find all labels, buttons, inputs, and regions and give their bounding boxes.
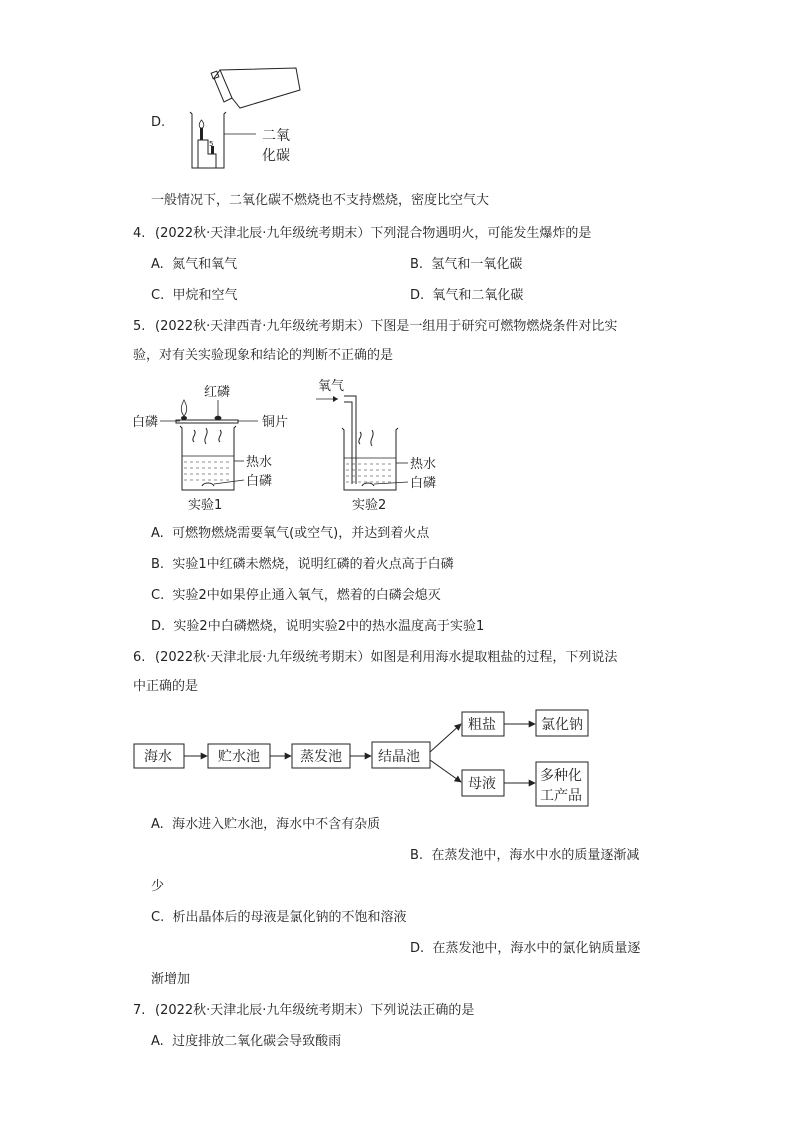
q6-option-b-wrap: 少 (151, 879, 165, 894)
q6-number: 6. (133, 650, 146, 665)
exp2-oxygen-label: 氧气 (318, 379, 345, 394)
flow-chem-products-line2: 工产品 (540, 788, 582, 804)
exp2-white-p-bottom-label: 白磷 (410, 476, 437, 491)
q4-number: 4. (133, 226, 146, 241)
q6-stem-line2: 中正确的是 (133, 679, 199, 694)
exp1-red-p-label: 红磷 (204, 385, 231, 400)
co2-label-line2: 化碳 (262, 148, 290, 164)
flow-evaporation-pool: 蒸发池 (300, 749, 342, 765)
flow-crystallization-pool: 结晶池 (378, 749, 420, 765)
q5-option-a: A. 可燃物燃烧需要氧气(或空气)，并达到着火点 (151, 526, 430, 541)
q4-option-c: C. 甲烷和空气 (151, 288, 238, 303)
exp2-beaker (342, 428, 398, 490)
q4-option-b: B. 氢气和一氧化碳 (410, 257, 523, 272)
q6-option-c: C. 析出晶体后的母液是氯化钠的不饱和溶液 (151, 910, 407, 925)
white-p-flame-icon (181, 400, 186, 416)
q7-stem: (2022秋·天津北辰·九年级统考期末）下列说法正确的是 (155, 1003, 475, 1018)
q3-co2-beaker-figure (180, 62, 320, 174)
q6-option-a: A. 海水进入贮水池，海水中不含有杂质 (151, 817, 381, 832)
q7-number: 7. (133, 1003, 146, 1018)
q5-option-d: D. 实验2中白磷燃烧，说明实验2中的热水温度高于实验1 (151, 619, 485, 634)
exp2-hot-water-label: 热水 (410, 457, 437, 472)
exp1-caption: 实验1 (188, 498, 223, 513)
gas-bottle (211, 68, 300, 108)
q5-experiment2-figure (312, 374, 472, 516)
flow-storage-pool: 贮水池 (218, 749, 260, 765)
q5-stem-line2: 验，对有关实验现象和结论的判断不正确的是 (133, 348, 394, 363)
q3-option-d-letter: D. (151, 115, 166, 130)
flow-chem-products-line1: 多种化 (540, 768, 582, 784)
copper-sheet (176, 420, 238, 423)
upper-candle (200, 128, 203, 140)
q6-seawater-flow-diagram (130, 706, 600, 814)
q4-option-a: A. 氮气和氧气 (151, 257, 238, 272)
exp1-white-p-bottom-label: 白磷 (246, 474, 273, 489)
q4-stem: (2022秋·天津北辰·九年级统考期末）下列混合物遇明火，可能发生爆炸的是 (155, 226, 592, 241)
q6-stem-line1: (2022秋·天津北辰·九年级统考期末）如图是利用海水提取粗盐的过程，下列说法 (155, 650, 618, 665)
q4-option-d: D. 氧气和二氧化碳 (410, 288, 524, 303)
q6-option-d-wrap: 渐增加 (151, 972, 191, 987)
exp1-copper-label: 铜片 (262, 415, 289, 430)
flow-mother-liquor: 母液 (468, 776, 496, 792)
q5-number: 5. (133, 319, 146, 334)
q5-option-b: B. 实验1中红磷未燃烧，说明红磷的着火点高于白磷 (151, 557, 454, 572)
q6-option-d: D. 在蒸发池中，海水中的氯化钠质量逐 (410, 941, 641, 956)
candle-flame-icon (199, 120, 204, 128)
flow-seawater: 海水 (144, 749, 172, 765)
q5-option-c: C. 实验2中如果停止通入氧气，燃着的白磷会熄灭 (151, 588, 441, 603)
q7-option-a: A. 过度排放二氧化碳会导致酸雨 (151, 1034, 342, 1049)
q5-stem-line1: (2022秋·天津西青·九年级统考期末）下图是一组用于研究可燃物燃烧条件对比实 (155, 319, 618, 334)
exp1-white-p-top-label: 白磷 (132, 415, 159, 430)
oxygen-tube (344, 396, 356, 484)
exp2-caption: 实验2 (352, 498, 387, 513)
flow-sodium-chloride: 氯化钠 (541, 717, 583, 733)
q5-experiment1-figure (132, 380, 302, 515)
q6-option-b: B. 在蒸发池中，海水中水的质量逐渐减 (410, 848, 640, 863)
lower-candle-label: 5 (209, 140, 214, 148)
flow-crude-salt: 粗盐 (468, 717, 496, 733)
q3-option-d-note: 一般情况下，二氧化碳不燃烧也不支持燃烧，密度比空气大 (151, 193, 490, 208)
exp1-hot-water-label: 热水 (246, 455, 273, 470)
exp1-beaker (180, 426, 236, 490)
co2-label-line1: 二氧 (262, 128, 290, 144)
